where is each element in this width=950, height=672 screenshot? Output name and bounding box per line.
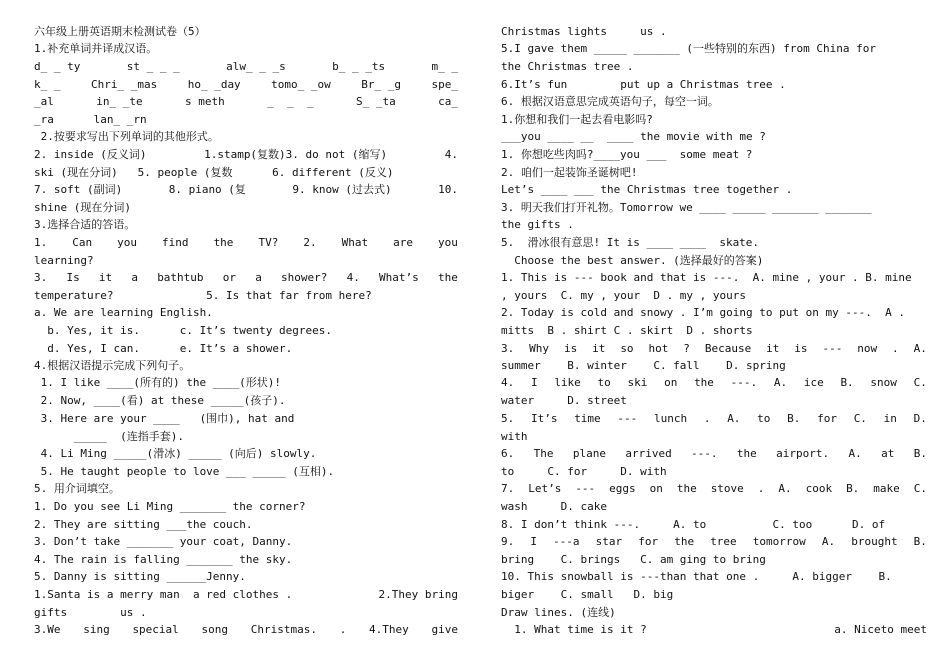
line-segment: in_ _te bbox=[96, 95, 143, 108]
line-segment: B. bbox=[840, 376, 854, 389]
line-segment: 4.They bbox=[369, 623, 409, 636]
line-segment: It’s bbox=[530, 412, 558, 425]
exam-line: biger C. small D. big bbox=[501, 588, 674, 601]
exam-line: 5.I gave them _____ _______ (一些特别的东西) from China for bbox=[501, 42, 877, 55]
line-segment: . bbox=[703, 412, 711, 425]
line-segment: 4. bbox=[346, 271, 360, 284]
exam-line: 1.你想和我们一起去看电影吗? bbox=[501, 113, 653, 126]
line-segment: hot bbox=[648, 342, 669, 355]
line-segment: sing bbox=[83, 623, 110, 636]
exam-line: d. Yes, I can. e. It’s a shower. bbox=[34, 342, 293, 355]
exam-line bbox=[34, 586, 458, 603]
line-segment: tomo_ _ow bbox=[271, 78, 331, 91]
line-segment: I bbox=[530, 376, 538, 389]
line-segment: the bbox=[694, 376, 714, 389]
exam-line bbox=[501, 445, 927, 462]
line-segment: d_ _ ty bbox=[34, 60, 81, 73]
line-segment: --- bbox=[617, 412, 638, 425]
exam-line: Draw lines. (连线) bbox=[501, 606, 616, 619]
line-segment: C. bbox=[913, 482, 927, 495]
exam-line: Let’s ____ ___ the Christmas tree together . bbox=[501, 183, 793, 196]
exam-line bbox=[501, 533, 927, 550]
line-segment: A. bbox=[773, 376, 788, 389]
line-segment: song bbox=[201, 623, 229, 636]
line-segment: 4. bbox=[444, 148, 458, 161]
line-segment: C. bbox=[913, 376, 927, 389]
line-segment: s meth bbox=[185, 95, 225, 108]
exam-line: 六年级上册英语期末检测试卷（5） bbox=[34, 25, 206, 38]
line-segment: on bbox=[664, 376, 678, 389]
line-segment: . bbox=[339, 623, 347, 636]
line-segment: 2. bbox=[303, 236, 317, 249]
exam-line: 3. Here are your ____ (围巾), hat and bbox=[34, 412, 295, 425]
exam-line bbox=[34, 181, 458, 198]
exam-line: 3. Don’t take _______ your coat, Danny. bbox=[34, 535, 293, 548]
exam-line: the Christmas tree . bbox=[501, 60, 634, 73]
line-segment: tree bbox=[710, 535, 737, 548]
exam-line: 5. Danny is sitting ______Jenny. bbox=[34, 570, 246, 583]
exam-line: 5. 用介词填空。 bbox=[34, 482, 120, 495]
exam-line: learning? bbox=[34, 254, 94, 267]
exam-line: 2. 咱们一起装饰圣诞树吧! bbox=[501, 166, 638, 179]
exam-line bbox=[34, 269, 458, 286]
exam-line: mitts B . shirt C . skirt D . shorts bbox=[501, 324, 753, 337]
line-segment: airport. bbox=[776, 447, 830, 460]
line-segment: a bbox=[131, 271, 138, 284]
line-segment: on bbox=[649, 482, 663, 495]
exam-line: 5. He taught people to love ___ _____ (互相). bbox=[34, 465, 335, 478]
line-segment: to bbox=[757, 412, 771, 425]
line-segment: . bbox=[892, 342, 899, 355]
line-segment: I bbox=[530, 535, 537, 548]
line-segment: snow bbox=[870, 376, 897, 389]
line-segment: B. bbox=[913, 447, 927, 460]
line-segment: 3.We bbox=[34, 623, 61, 636]
exam-line: b. Yes, it is. c. It’s twenty degrees. bbox=[34, 324, 333, 337]
exam-line: _____ (连指手套). bbox=[34, 430, 184, 443]
line-segment: is bbox=[563, 342, 578, 355]
line-segment: A. bbox=[778, 482, 792, 495]
line-segment: --- bbox=[575, 482, 596, 495]
line-segment: TV? bbox=[258, 236, 279, 249]
exam-line: Christmas lights us . bbox=[501, 25, 667, 38]
line-segment: 1.stamp(复数)3. do not (缩写) bbox=[204, 148, 388, 161]
line-segment: or bbox=[222, 271, 236, 284]
exam-line: 4. The rain is falling _______ the sky. bbox=[34, 553, 293, 566]
line-segment: 7. bbox=[501, 482, 515, 495]
line-segment: make bbox=[873, 482, 900, 495]
exam-line bbox=[34, 621, 458, 638]
exam-line bbox=[34, 58, 458, 75]
line-segment: st _ _ _ bbox=[126, 60, 180, 73]
exam-line bbox=[34, 93, 458, 110]
line-segment: arrived bbox=[625, 447, 672, 460]
line-segment: a bbox=[255, 271, 262, 284]
line-segment: give bbox=[431, 623, 458, 636]
line-segment: tomorrow bbox=[752, 535, 806, 548]
line-segment: 1.Santa is a merry man a red clothes . bbox=[34, 588, 293, 601]
line-segment: for bbox=[817, 412, 837, 425]
exam-line: 6. 根据汉语意思完成英语句子，每空一词。 bbox=[501, 95, 719, 108]
line-segment: the bbox=[736, 447, 757, 460]
line-segment: B. bbox=[913, 535, 927, 548]
line-segment: time bbox=[574, 412, 601, 425]
exam-line: 5. 滑冰很有意思! It is ____ ____ skate. bbox=[501, 236, 760, 249]
line-segment: special bbox=[132, 623, 179, 636]
line-segment: b_ _ _ts bbox=[332, 60, 386, 73]
line-segment: 10. bbox=[438, 183, 458, 196]
line-segment: the bbox=[674, 535, 695, 548]
line-segment: brought bbox=[851, 535, 898, 548]
line-segment: plane bbox=[572, 447, 606, 460]
line-segment: Can bbox=[72, 236, 93, 249]
line-segment: lunch bbox=[654, 412, 688, 425]
line-segment: for bbox=[638, 535, 659, 548]
line-segment: Christmas. bbox=[250, 623, 317, 636]
exam-line: 2. Today is cold and snowy . I’m going to put on my ---. A . bbox=[501, 306, 905, 319]
exam-line bbox=[34, 76, 458, 93]
exam-line: 2. They are sitting ___the couch. bbox=[34, 518, 253, 531]
exam-line: temperature? 5. Is that far from here? bbox=[34, 289, 372, 302]
line-segment: is bbox=[794, 342, 808, 355]
exam-line: 1. I like ____(所有的) the ____(形状)! bbox=[34, 376, 282, 389]
exam-line: 4. Li Ming _____(滑冰) _____ (向后) slowly. bbox=[34, 447, 317, 460]
exam-line: summer B. winter C. fall D. spring bbox=[501, 359, 786, 372]
line-segment: What’s bbox=[379, 271, 419, 284]
exam-line: with bbox=[501, 430, 528, 443]
exam-line bbox=[501, 410, 927, 427]
line-segment: ---. bbox=[691, 447, 718, 460]
line-segment: Let’s bbox=[528, 482, 562, 495]
exam-line: a. We are learning English. bbox=[34, 306, 213, 319]
line-segment: A. bbox=[913, 342, 927, 355]
line-segment: it bbox=[766, 342, 780, 355]
line-segment: star bbox=[595, 535, 623, 548]
exam-line: 3. 明天我们打开礼物。Tomorrow we ____ _____ _______ _______ bbox=[501, 201, 872, 214]
line-segment: Br_ _g bbox=[361, 78, 402, 91]
exam-line: 3.选择合适的答语。 bbox=[34, 218, 136, 231]
exam-line: shine (现在分词) bbox=[34, 201, 131, 214]
exam-line bbox=[34, 146, 458, 163]
line-segment: at bbox=[881, 447, 895, 460]
line-segment: ? bbox=[683, 342, 690, 355]
line-segment: 2. inside (反义词) bbox=[34, 148, 147, 161]
line-segment: A. bbox=[727, 412, 741, 425]
line-segment: ca_ bbox=[438, 95, 458, 108]
exam-line: 10. This snowball is ---than that one . A. bigger B. bbox=[501, 570, 892, 583]
exam-line: gifts us . bbox=[34, 606, 147, 619]
exam-line: 6.It’s fun put up a Christmas tree . bbox=[501, 78, 786, 91]
exam-line: bring C. brings C. am ging to bring bbox=[501, 553, 766, 566]
line-segment: The bbox=[533, 447, 554, 460]
line-segment: to bbox=[597, 376, 611, 389]
exam-line: water D. street bbox=[501, 394, 627, 407]
line-segment: ski bbox=[627, 376, 648, 389]
line-segment: D. bbox=[913, 412, 927, 425]
exam-line: 2. Now, ____(看) at these _____(孩子). bbox=[34, 394, 286, 407]
exam-line bbox=[501, 340, 927, 357]
exam-line: 1. This is --- book and that is ---. A. mine , your . B. mine bbox=[501, 271, 912, 284]
line-segment: S_ _ta bbox=[355, 95, 396, 108]
line-segment: the bbox=[213, 236, 234, 249]
line-segment: 9. bbox=[501, 535, 515, 548]
line-segment: 8. piano (复 bbox=[168, 183, 246, 196]
line-segment: Chri_ _mas bbox=[90, 78, 158, 91]
line-segment: so bbox=[620, 342, 634, 355]
exam-line: to C. for D. with bbox=[501, 465, 667, 478]
line-segment: A. bbox=[848, 447, 862, 460]
line-segment: Because bbox=[704, 342, 752, 355]
line-segment: 9. know (过去式) bbox=[292, 183, 392, 196]
line-segment: 5. bbox=[501, 412, 515, 425]
line-segment: like bbox=[554, 376, 581, 389]
line-segment: _ _ _ bbox=[267, 95, 314, 108]
exam-line: 8. I don’t think ---. A. to C. too D. of bbox=[501, 518, 886, 531]
line-segment: 4. bbox=[501, 376, 515, 389]
exam-line: 4.根据汉语提示完成下列句子。 bbox=[34, 359, 191, 372]
line-segment: B. bbox=[787, 412, 801, 425]
line-segment: ---a bbox=[553, 535, 580, 548]
line-segment: C. bbox=[853, 412, 867, 425]
exam-line: 2.按要求写出下列单词的其他形式。 bbox=[34, 130, 219, 143]
line-segment: A. bbox=[821, 535, 836, 548]
line-segment: it bbox=[592, 342, 606, 355]
line-segment: 6. bbox=[501, 447, 515, 460]
exam-line: _ra lan_ _rn bbox=[34, 113, 147, 126]
line-segment: 1. bbox=[34, 236, 48, 249]
exam-line: ___you ____ __ ____ the movie with me ? bbox=[501, 130, 766, 143]
line-segment: cook bbox=[805, 482, 833, 495]
exam-line: Choose the best answer. (选择最好的答案) bbox=[501, 254, 764, 267]
exam-line: the gifts . bbox=[501, 218, 574, 231]
line-segment: ice bbox=[803, 376, 824, 389]
exam-line: 1. 你想吃些肉吗?____you ___ some meat ? bbox=[501, 148, 753, 161]
line-segment: _al bbox=[34, 95, 54, 108]
line-segment: stove bbox=[710, 482, 744, 495]
line-segment: it bbox=[98, 271, 113, 284]
exam-line: , yours C. my , your D . my , yours bbox=[501, 289, 747, 302]
line-segment: you bbox=[438, 236, 458, 249]
line-segment: eggs bbox=[609, 482, 636, 495]
line-segment: 3. bbox=[501, 342, 515, 355]
line-segment: are bbox=[393, 236, 413, 249]
line-segment: 7. soft (副词) bbox=[34, 183, 123, 196]
line-segment: spe_ bbox=[431, 78, 458, 91]
line-segment: 3. bbox=[34, 271, 48, 284]
line-segment: ---. bbox=[730, 376, 758, 389]
line-segment: m_ _ bbox=[431, 60, 458, 73]
line-segment: 1. What time is it ? bbox=[501, 623, 647, 636]
exam-line bbox=[34, 234, 458, 251]
exam-line bbox=[501, 621, 927, 638]
line-segment: k_ _ bbox=[34, 78, 61, 91]
line-segment: now bbox=[857, 342, 878, 355]
line-segment: a. Niceto meet bbox=[834, 623, 927, 636]
line-segment: the bbox=[676, 482, 697, 495]
exam-line: 1. Do you see Li Ming _______ the corner? bbox=[34, 500, 306, 513]
line-segment: --- bbox=[822, 342, 843, 355]
line-segment: shower? bbox=[281, 271, 328, 284]
line-segment: . bbox=[757, 482, 765, 495]
line-segment: the bbox=[438, 271, 458, 284]
line-segment: you bbox=[117, 236, 138, 249]
exam-line bbox=[501, 480, 927, 497]
line-segment: find bbox=[162, 236, 189, 249]
line-segment: What bbox=[341, 236, 369, 249]
line-segment: Why bbox=[529, 342, 550, 355]
line-segment: ho_ _day bbox=[187, 78, 241, 91]
line-segment: in bbox=[883, 412, 897, 425]
line-segment: bathtub bbox=[157, 271, 204, 284]
exam-line: 1.补充单词并译成汉语。 bbox=[34, 42, 158, 55]
line-segment: 2.They bring bbox=[378, 588, 458, 601]
exam-line: wash D. cake bbox=[501, 500, 607, 513]
exam-line bbox=[501, 374, 927, 391]
line-segment: B. bbox=[846, 482, 860, 495]
line-segment: Is bbox=[66, 271, 80, 284]
exam-line: ski (现在分词) 5. people (复数 6. different (反义) bbox=[34, 166, 394, 179]
line-segment: alw_ _ _s bbox=[226, 60, 286, 73]
